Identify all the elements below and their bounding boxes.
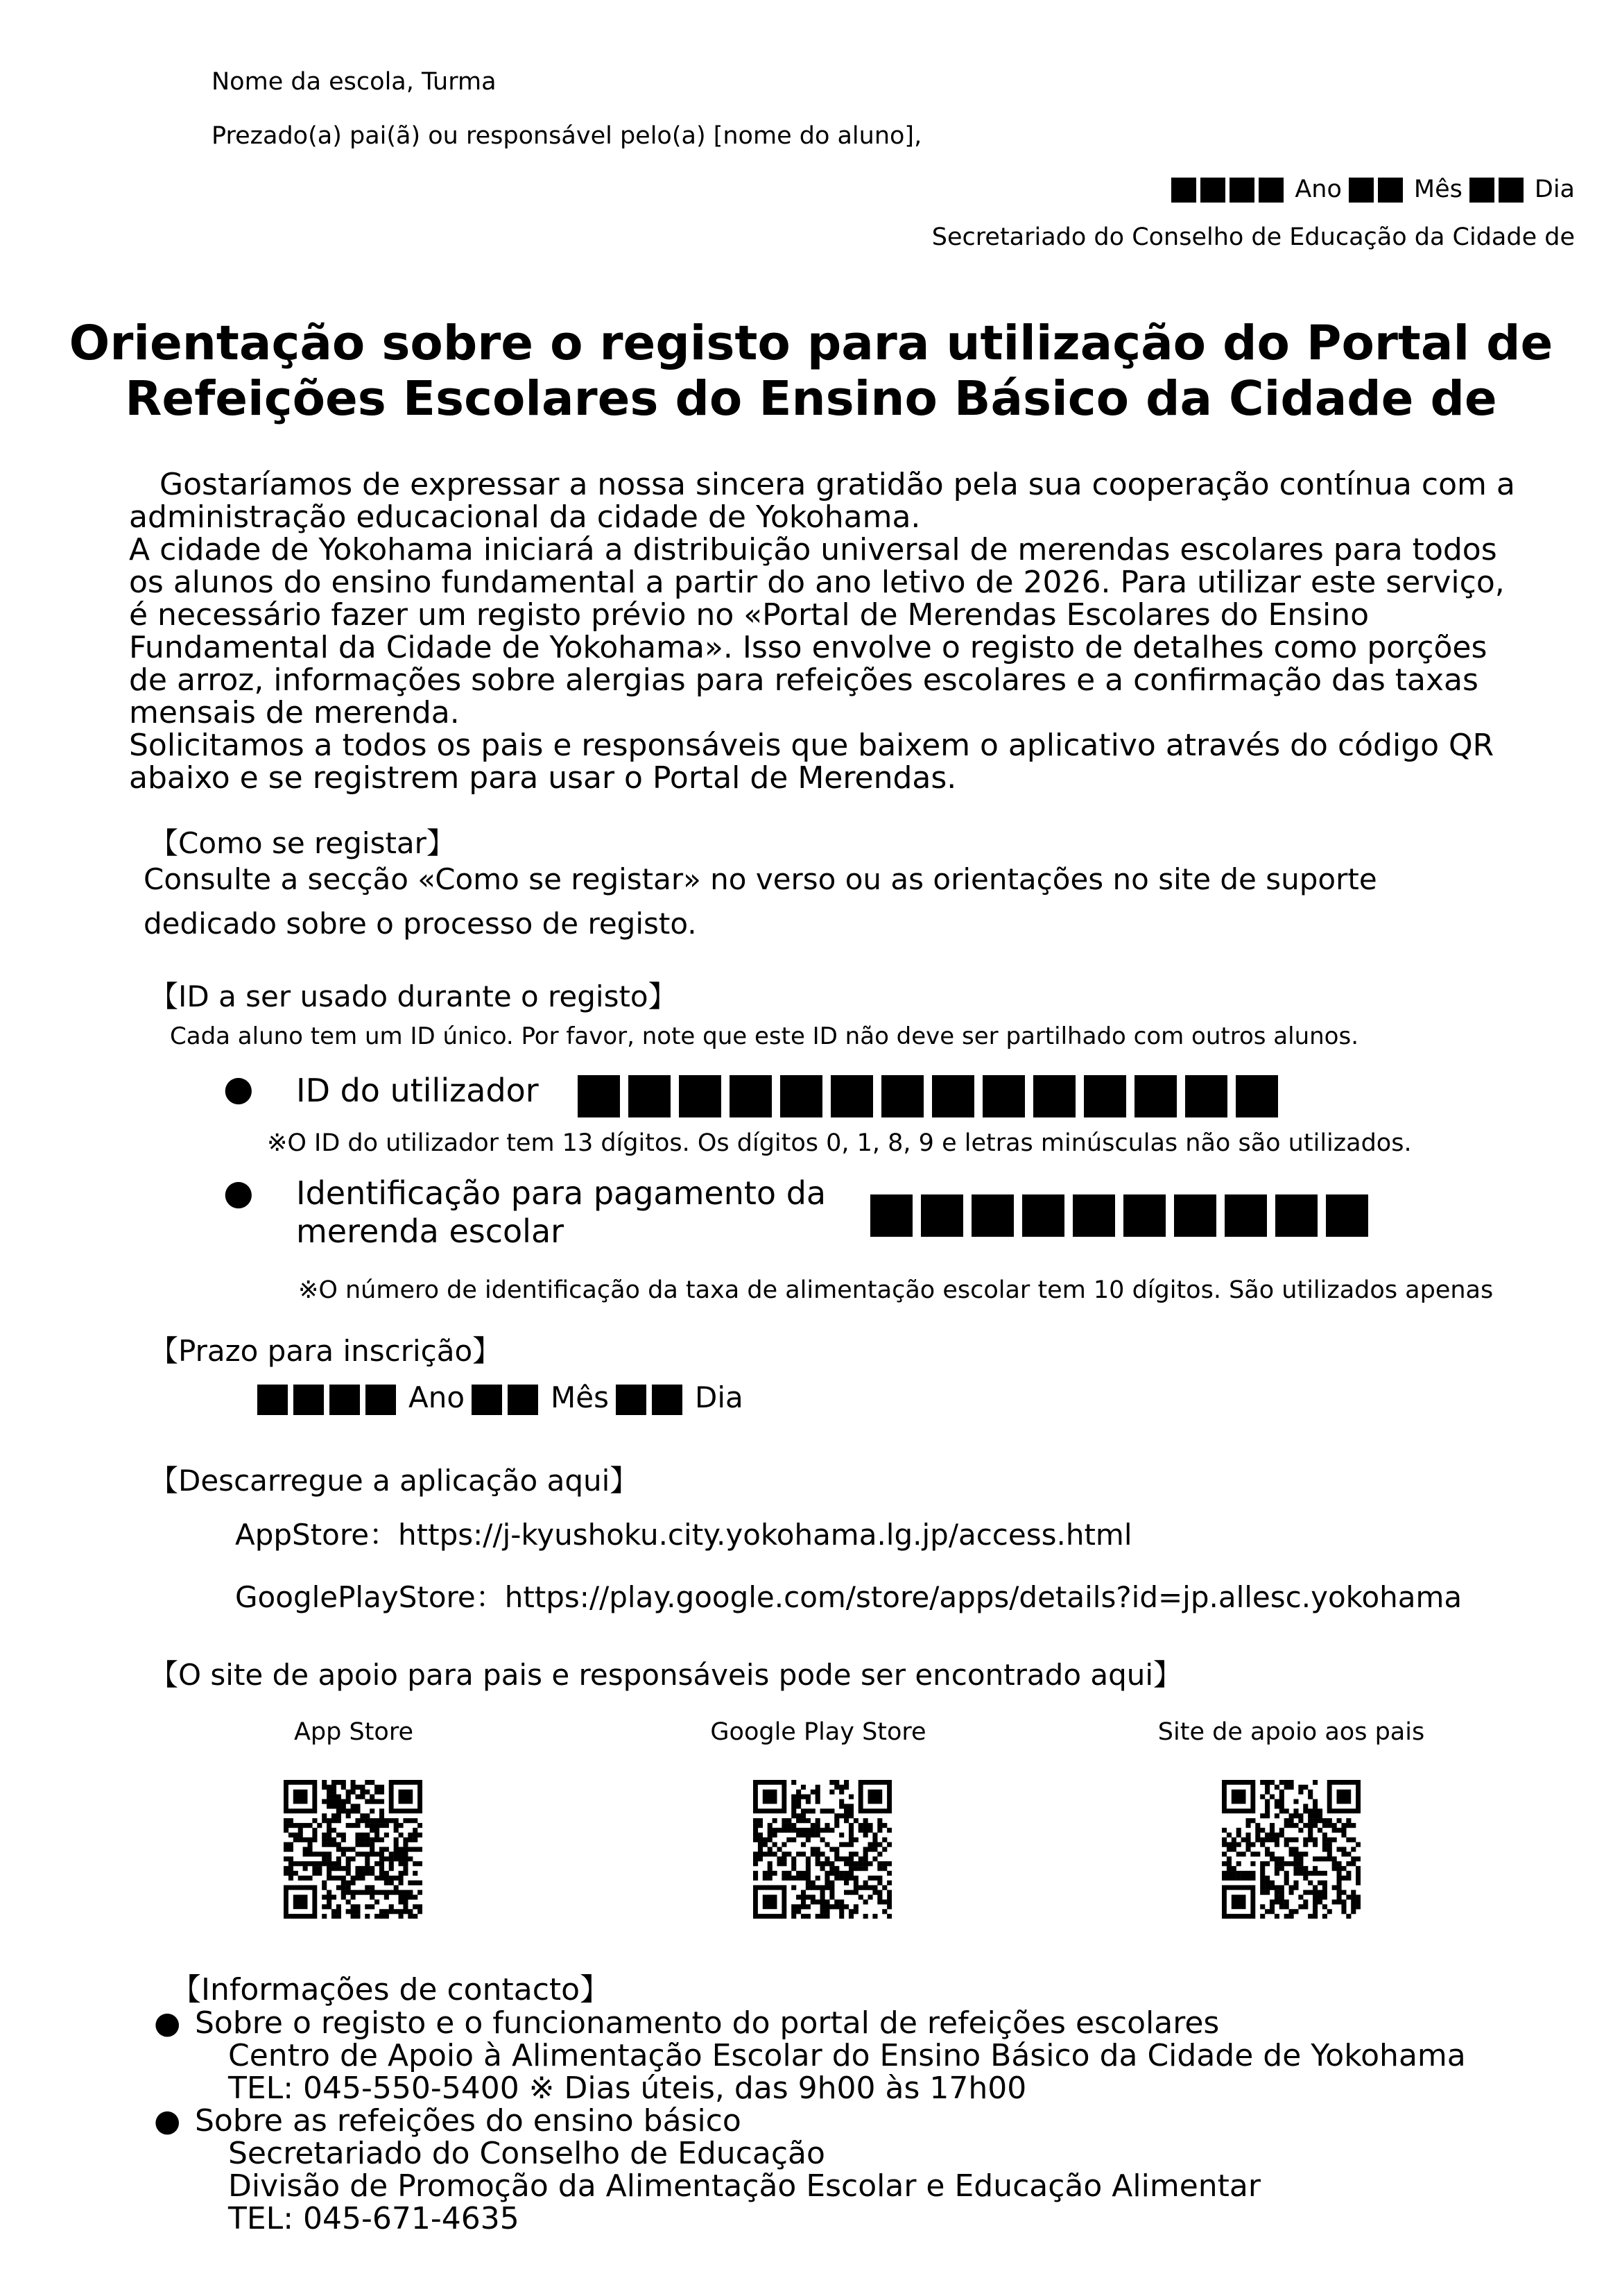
intro-paragraph [129,468,1523,794]
qr-label-app-store: App Store [293,1718,414,1746]
bullet-icon: ● [154,2005,181,2041]
payment-id-label-line-2: merenda escolar [296,1213,564,1250]
user-id-placeholder [578,1075,1278,1117]
deadline-day-label: Dia [695,1380,743,1415]
sender-line: Secretariado do Conselho de Educação da Cidade de [931,223,1575,251]
contact-heading: 【Informações de contacto】 [171,1972,611,2007]
how-to-register-line: Consulte a secção «Como se registar» no verso ou as orientações no site de suporte [144,862,1377,896]
date-year-label: Ano [1295,175,1342,203]
contact-item-2-tel: TEL: 045-671-4635 [228,2201,519,2236]
intro-line: os alunos do ensino fundamental a partir do ano letivo de 2026. Para utilizar este serviço, [129,565,1505,600]
contact-item-1-org: Centro de Apoio à Alimentação Escolar do Ensino Básico da Cidade de Yokohama [228,2038,1466,2073]
ids-heading: 【ID a ser usado durante o registo】 [149,979,678,1013]
title-line-1: Orientação sobre o registo para utilização do Portal de [69,316,1553,371]
salutation: Prezado(a) pai(ã) ou responsável pelo(a) [nome do aluno], [212,122,922,150]
intro-line: é necessário fazer um registo prévio no «Portal de Merendas Escolares do Ensino [129,597,1370,633]
payment-id-label-line-1: Identificação para pagamento da [296,1174,827,1212]
deadline-date [257,1380,743,1415]
ids-note: Cada aluno tem um ID único. Por favor, note que este ID não deve ser partilhado com outros alunos. [170,1022,1358,1050]
payment-id-note: ※O número de identificação da taxa de alimentação escolar tem 10 dígitos. São utilizados apenas [298,1276,1494,1304]
contact-item-2-title: Sobre as refeições do ensino básico [195,2103,741,2139]
intro-line: de arroz, informações sobre alergias para refeições escolares e a confirmação das taxas [129,662,1478,698]
intro-line: Solicitamos a todos os pais e responsáveis que baixem o aplicativo através do código QR [129,728,1494,763]
qr-code-support-site[interactable] [1222,1780,1361,1919]
bullet-icon: ● [223,1172,254,1213]
contact-item-1-tel: TEL: 045-550-5400 ※ Dias úteis, das 9h00 às 17h00 [228,2071,1027,2106]
title-line-2: Refeições Escolares do Ensino Básico da Cidade de [125,371,1497,427]
googleplay-link[interactable]: GooglePlayStore：https://play.google.com/store/apps/details?id=jp.allesc.yokohama [235,1580,1463,1614]
intro-line: administração educacional da cidade de Yokohama. [129,499,921,535]
date-month-label: Mês [1413,175,1463,203]
download-heading: 【Descarregue a aplicação aqui】 [149,1464,639,1498]
how-to-register-heading: 【Como se registar】 [149,826,456,860]
contact-item-2-org-2: Divisão de Promoção da Alimentação Escolar e Educação Alimentar [228,2168,1261,2204]
intro-line: Gostaríamos de expressar a nossa sincera gratidão pela sua cooperação contínua com a [159,467,1515,502]
document-title [0,316,1622,427]
intro-line: Fundamental da Cidade de Yokohama». Isso envolve o registo de detalhes como porções [129,630,1487,665]
letter-date [1171,175,1575,203]
deadline-month-label: Mês [551,1380,610,1415]
deadline-year-label: Ano [408,1380,465,1415]
school-class-line: Nome da escola, Turma [212,68,497,96]
appstore-link[interactable]: AppStore：https://j-kyushoku.city.yokohama.lg.jp/access.html [235,1518,1132,1552]
bullet-icon: ● [223,1068,254,1108]
qr-label-support-site: Site de apoio aos pais [1157,1718,1425,1746]
user-id-label: ID do utilizador [296,1072,539,1109]
contact-item-2-org-1: Secretariado do Conselho de Educação [228,2136,825,2171]
intro-line: A cidade de Yokohama iniciará a distribuição universal de merendas escolares para todos [129,532,1497,567]
support-heading: 【O site de apoio para pais e responsáveis pode ser encontrado aqui】 [149,1658,1183,1692]
payment-id-label [296,1174,826,1251]
bullet-icon: ● [154,2103,181,2139]
qr-code-app-store[interactable] [284,1780,422,1919]
deadline-heading: 【Prazo para inscrição】 [149,1334,502,1368]
intro-line: abaixo e se registrem para usar o Portal de Merendas. [129,760,957,796]
date-day-label: Dia [1534,175,1575,203]
qr-label-google-play: Google Play Store [710,1718,926,1746]
intro-line: mensais de merenda. [129,695,460,730]
payment-id-placeholder [870,1194,1368,1237]
how-to-register-line: dedicado sobre o processo de registo. [144,907,697,941]
user-id-note: ※O ID do utilizador tem 13 dígitos. Os dígitos 0, 1, 8, 9 e letras minúsculas não são utilizados. [267,1129,1412,1157]
contact-item-1-title: Sobre o registo e o funcionamento do portal de refeições escolares [195,2005,1220,2041]
qr-code-google-play[interactable] [753,1780,892,1919]
